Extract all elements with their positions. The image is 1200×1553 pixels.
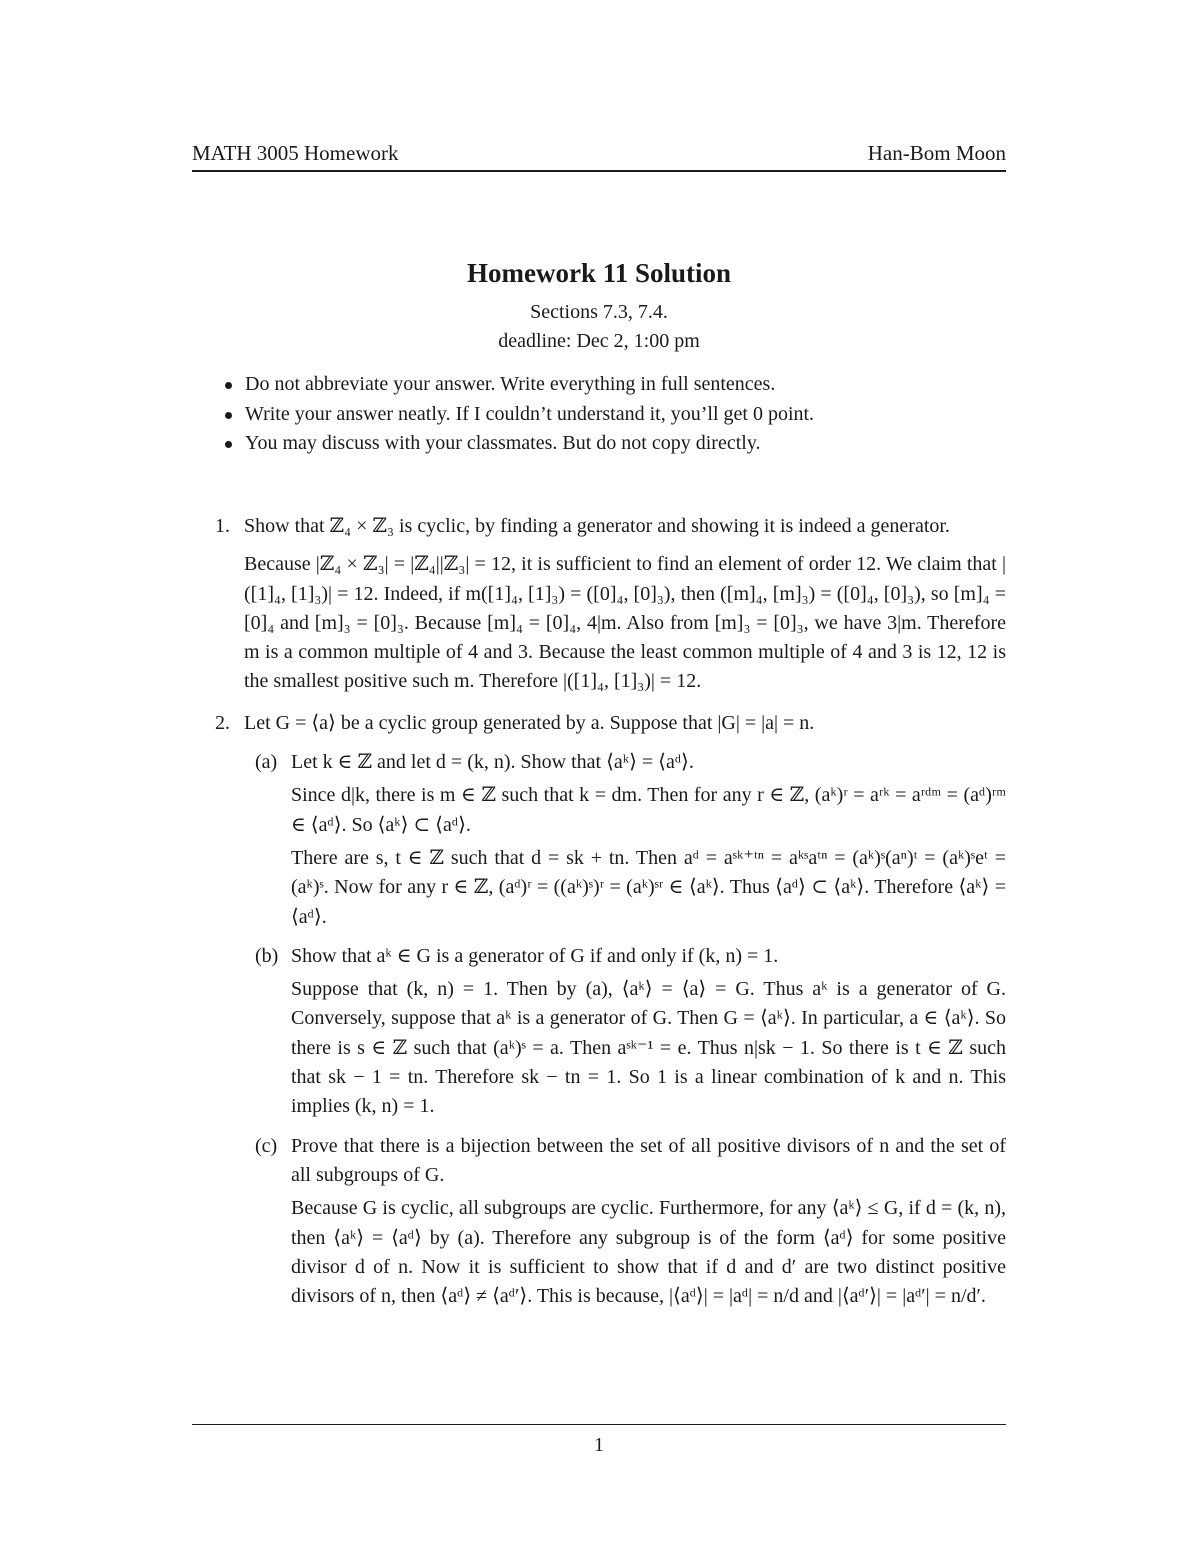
subproblem-solution: Since d|k, there is m ∈ ℤ such that k = dm. Then for any r ∈ ℤ, (aᵏ)ʳ = aʳᵏ = aʳᵈᵐ = (aᵈ)ʳᵐ ∈ ⟨aᵈ⟩. So ⟨aᵏ⟩ ⊂ ⟨aᵈ⟩. xyxy=(291,784,1006,836)
problem-statement: Let G = ⟨a⟩ be a cyclic group generated by a. Suppose that |G| = |a| = n. xyxy=(244,711,815,734)
problem-number: 2. xyxy=(215,711,230,734)
subproblem-solution: Because G is cyclic, all subgroups are cyclic. Furthermore, for any ⟨aᵏ⟩ ≤ G, if d = (k, n), then ⟨aᵏ⟩ = ⟨aᵈ⟩ by (a). Therefore any subgroup is of the form ⟨aᵈ⟩ for some positive divisor d of n. Now it is sufficient to show that if d and d′ are two distinct positive divisors of n, then ⟨aᵈ⟩ ≠ ⟨aᵈ′⟩. This is because, |⟨aᵈ⟩| = |aᵈ| = n/d and |⟨aᵈ′⟩| = |aᵈ′| = n/d′. xyxy=(291,1197,1006,1308)
rule-item: You may discuss with your classmates. But do not copy directly. xyxy=(192,429,1006,459)
course-name: MATH 3005 Homework xyxy=(192,141,399,165)
page-number: 1 xyxy=(594,1434,604,1456)
sections-line: Sections 7.3, 7.4. xyxy=(530,301,668,323)
problem-statement: Show that ℤ₄ × ℤ₃ is cyclic, by finding a generator and showing it is indeed a generator. xyxy=(244,515,950,537)
subproblem-statement: Let k ∈ ℤ and let d = (k, n). Show that ⟨aᵏ⟩ = ⟨aᵈ⟩. xyxy=(291,751,694,774)
deadline-line: deadline: Dec 2, 1:00 pm xyxy=(498,330,700,352)
problem-2 xyxy=(192,709,1006,1312)
problem-1 xyxy=(192,512,1006,697)
running-header xyxy=(192,140,1006,172)
subproblem-label: (c) xyxy=(255,1134,278,1157)
subproblem-solution: Suppose that (k, n) = 1. Then by (a), ⟨aᵏ⟩ = ⟨a⟩ = G. Thus aᵏ is a generator of G. Conversely, suppose that aᵏ is a generator of G. Then G = ⟨aᵏ⟩. In particular, a ∈ ⟨aᵏ⟩. So there is s ∈ ℤ such that (aᵏ)ˢ = a. Then aˢᵏ⁻¹ = e. Thus n|sk − 1. So there is t ∈ ℤ such that sk − 1 = tn. Therefore sk − tn = 1. So 1 is a linear combination of k and n. This implies (k, n) = 1. xyxy=(291,978,1006,1118)
subproblem-b xyxy=(244,942,1006,1122)
problems-section xyxy=(192,512,1006,1323)
subproblem-statement: Show that aᵏ ∈ G is a generator of G if and only if (k, n) = 1. xyxy=(291,944,779,967)
problem-number: 1. xyxy=(215,515,230,537)
page-title: Homework 11 Solution xyxy=(466,258,732,288)
subproblem-solution: There are s, t ∈ ℤ such that d = sk + tn. Then aᵈ = aˢᵏ⁺ᵗⁿ = aᵏˢaᵗⁿ = (aᵏ)ˢ(aⁿ)ᵗ = (aᵏ)ˢeᵗ = (aᵏ)ˢ. Now for any r ∈ ℤ, (aᵈ)ʳ = ((aᵏ)ˢ)ʳ = (aᵏ)ˢʳ ∈ ⟨aᵏ⟩. Thus ⟨aᵈ⟩ ⊂ ⟨aᵏ⟩. Therefore ⟨aᵏ⟩ = ⟨aᵈ⟩. xyxy=(291,846,1006,928)
subproblem-label: (a) xyxy=(255,751,278,774)
problem-solution: Because |ℤ₄ × ℤ₃| = |ℤ₄||ℤ₃| = 12, it is sufficient to find an element of order 12. We claim that |([1]₄, [1]₃)| = 12. Indeed, if m([1]₄, [1]₃) = ([0]₄, [0]₃), then ([m]₄, [m]₃) = ([0]₄, [0]₃), so [m]₄ = [0]₄ and [m]₃ = [0]₃. Because [m]₄ = [0]₄, 4|m. Also from [m]₃ = [0]₃, we have 3|m. Therefore m is a common multiple of 4 and 3. Because the least common multiple of 4 and 3 is 12, 12 is the smallest positive such m. Therefore |([1]₄, [1]₃)| = 12. xyxy=(244,553,1006,693)
subproblem-a xyxy=(244,748,1006,932)
rules-list xyxy=(192,370,1006,459)
footer-rule xyxy=(192,1424,1006,1425)
subproblem-statement: Prove that there is a bijection between the set of all positive divisors of n and the set of all subgroups of G. xyxy=(291,1134,1006,1186)
rule-item: Do not abbreviate your answer. Write everything in full sentences. xyxy=(192,370,1006,400)
subproblem-label: (b) xyxy=(255,944,279,967)
document-page xyxy=(192,0,1006,1553)
title-block xyxy=(192,256,1006,356)
subproblem-c xyxy=(244,1132,1006,1312)
rule-item: Write your answer neatly. If I couldn’t understand it, you’ll get 0 point. xyxy=(192,400,1006,430)
author-name: Han-Bom Moon xyxy=(867,141,1006,165)
